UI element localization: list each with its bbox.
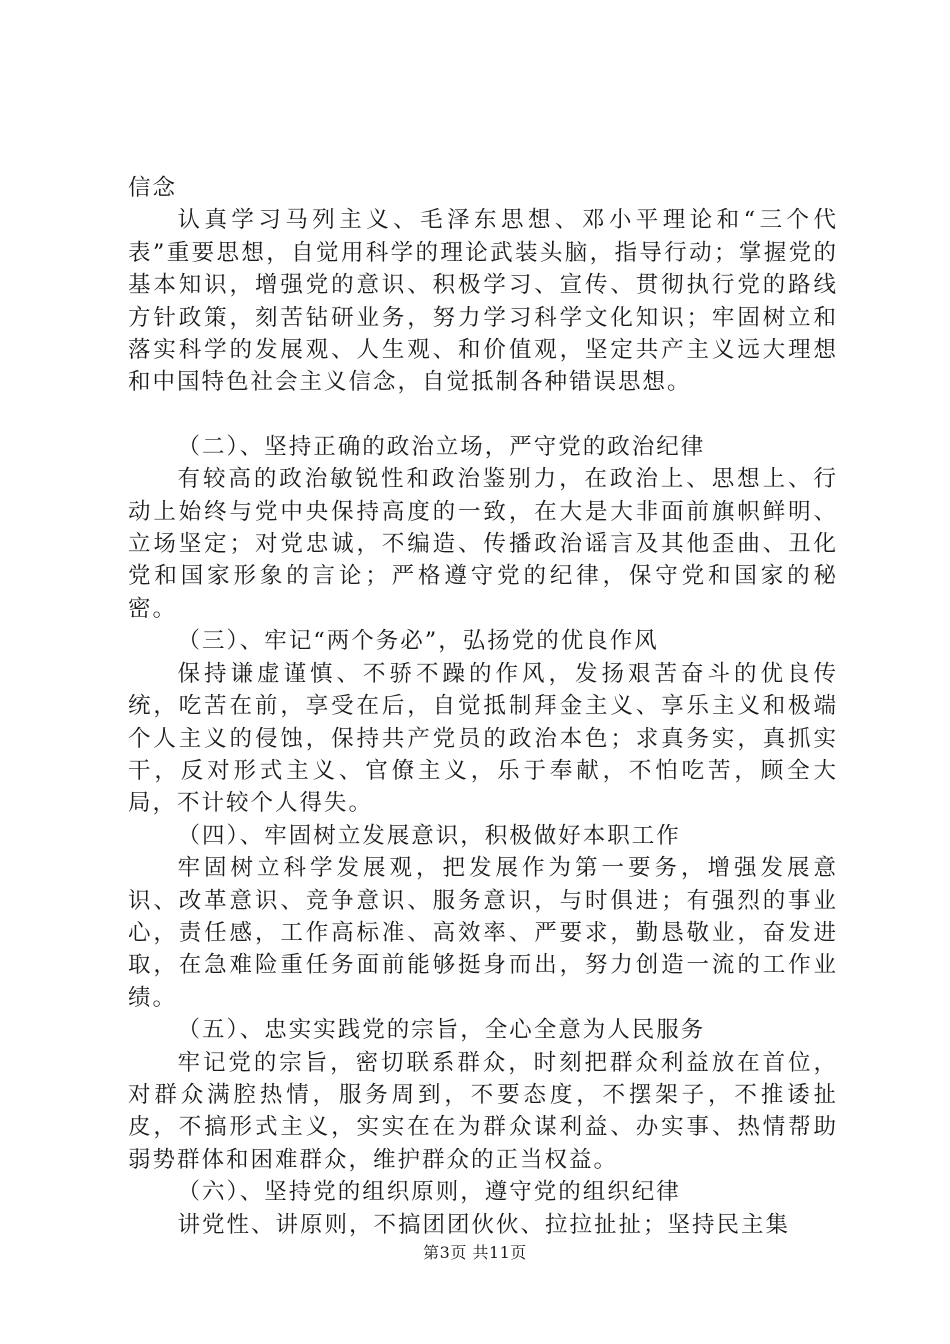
paragraph-organization: 讲党性、讲原则，不搞团团伙伙、拉拉扯扯；坚持民主集 [177,1211,791,1238]
paragraph-ideals: 认真学习马列主义、毛泽东思想、邓小平理论和“三个代表”重要思想，自觉用科学的理论武装头脑，指导行动；掌握党的基本知识，增强党的意识、积极学习、宣传、贯彻执行党的路线方针政策，刻苦钻研业务，努力学习科学文化知识；牢固树立和落实科学的发展观、人生观、和价值观，坚定共产主义远大理想和中国特色社会主义信念，自觉抵制各种错误思想。 [128,207,838,396]
section-heading-3: （三）、牢记“两个务必”，弘扬党的优良作风 [177,628,659,655]
page-number: 第3页 共11页 [423,1243,527,1262]
paragraph-development: 牢固树立科学发展观，把发展作为第一要务，增强发展意识、改革意识、竞争意识、服务意识，与时俱进；有强烈的事业心，责任感，工作高标准、高效率、严要求，勤恳敬业，奋发进取，在急难险重任务面前能够挺身而出，努力创造一流的工作业绩。 [128,855,838,1011]
section-heading-6: （六）、坚持党的组织原则，遵守党的组织纪律 [177,1179,681,1206]
paragraph-political-stance: 有较高的政治敏锐性和政治鉴别力，在政治上、思想上、行动上始终与党中央保持高度的一致，在大是大非面前旗帜鲜明、立场坚定；对党忠诚，不编造、传播政治谣言及其他歪曲、丑化党和国家形象的言论；严格遵守党的纪律，保守党和国家的秘密。 [128,466,838,622]
section-heading-2: （二）、坚持正确的政治立场，严守党的政治纪律 [177,433,706,460]
section-heading-5: （五）、忠实实践党的宗旨，全心全意为人民服务 [177,1017,706,1044]
page-footer [0,1243,950,1263]
document-body [128,172,838,1241]
section-heading-4: （四）、牢固树立发展意识，积极做好本职工作 [177,822,681,849]
paragraph-work-style: 保持谦虚谨慎、不骄不躁的作风，发扬艰苦奋斗的优良传统，吃苦在前，享受在后，自觉抵制拜金主义、享乐主义和极端个人主义的侵蚀，保持共产党员的政治本色；求真务实，真抓实干，反对形式主义、官僚主义，乐于奉献，不怕吃苦，顾全大局，不计较个人得失。 [128,660,838,817]
lead-text: 信念 [128,175,178,201]
paragraph-serve-people: 牢记党的宗旨，密切联系群众，时刻把群众利益放在首位，对群众满腔热情，服务周到，不要态度，不摆架子，不推诿扯皮，不搞形式主义，实实在在为群众谋利益、办实事、热情帮助弱势群体和困难群众，维护群众的正当权益。 [128,1049,838,1173]
